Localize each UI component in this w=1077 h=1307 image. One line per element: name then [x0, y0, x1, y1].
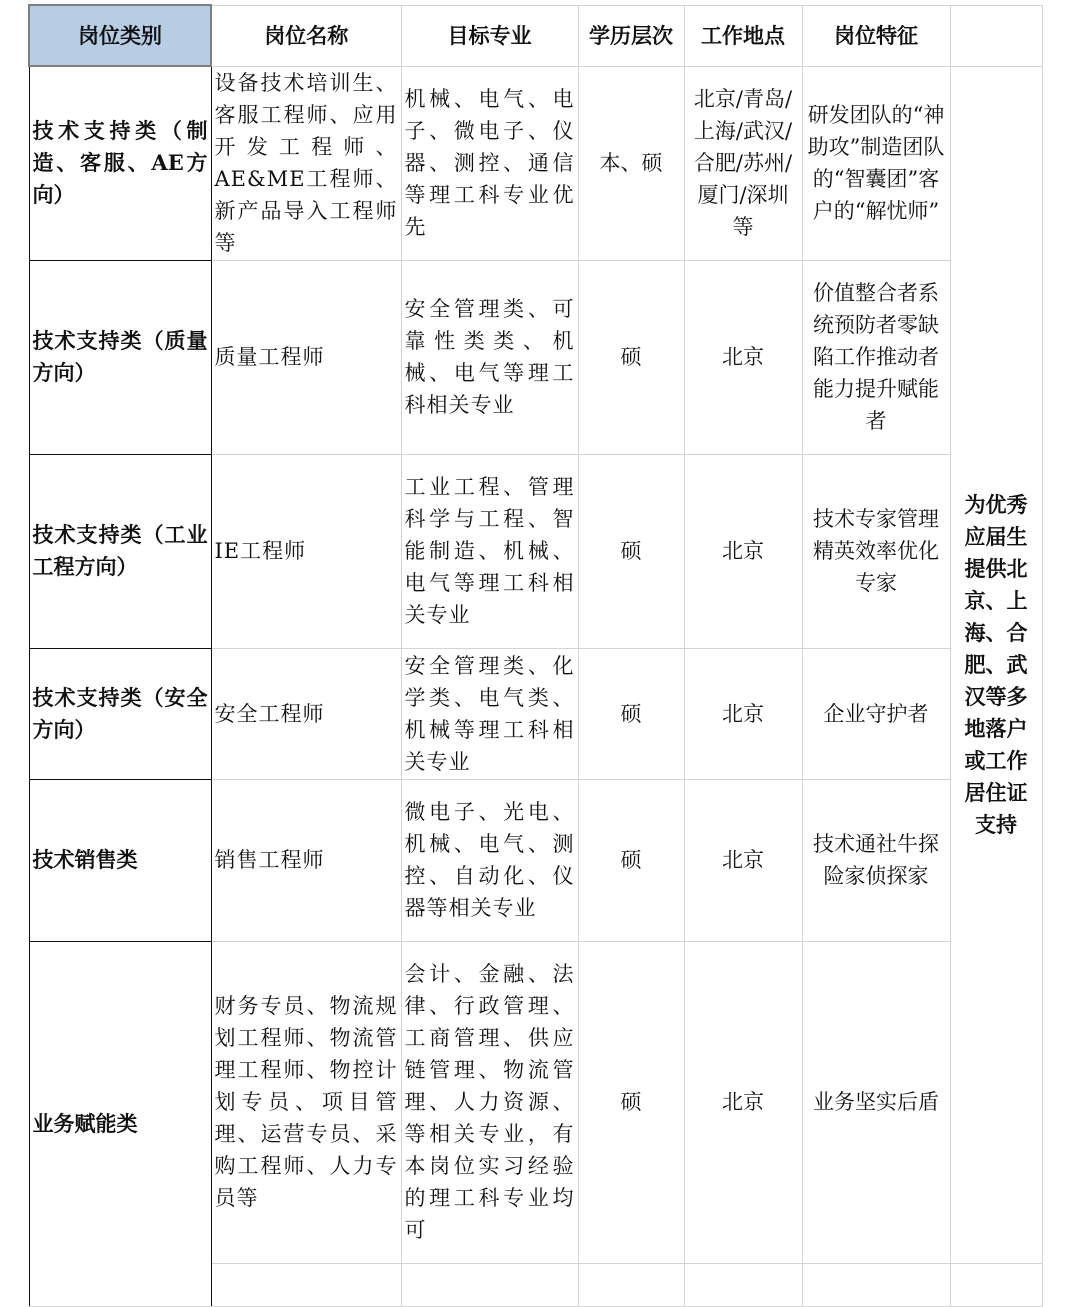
row-degree: 硕: [578, 454, 684, 648]
row-location: 北京: [684, 648, 802, 779]
empty-cell: [802, 1263, 950, 1306]
row-position: 设备技术培训生、客服工程师、应用开发工程师、AE&ME工程师、新产品导入工程师等: [211, 66, 401, 260]
row-majors: 会计、金融、法律、行政管理、工商管理、供应链管理、物流管理、人力资源、等相关专业，有本岗位实习经验的理工科专业均可: [401, 941, 578, 1263]
header-extra: [950, 5, 1042, 66]
header-position: 岗位名称: [211, 5, 401, 66]
row-majors: 安全管理类、化学类、电气类、机械等理工科相关专业: [401, 648, 578, 779]
row-category: 技术支持类（工业工程方向）: [29, 454, 211, 648]
row-location: 北京: [684, 260, 802, 454]
row-position: 销售工程师: [211, 779, 401, 941]
empty-cell: [401, 1263, 578, 1306]
side-note: 为优秀应届生提供北京、上海、合肥、武汉等多地落户或工作居住证支持: [950, 66, 1042, 1263]
row-traits: 价值整合者系统预防者零缺陷工作推动者能力提升赋能者: [802, 260, 950, 454]
row-traits: 技术通社牛探险家侦探家: [802, 779, 950, 941]
empty-cell: [578, 1263, 684, 1306]
job-table: [28, 4, 1043, 1307]
table-row: [29, 941, 1042, 1263]
row-position: IE工程师: [211, 454, 401, 648]
row-traits: 企业守护者: [802, 648, 950, 779]
row-degree: 硕: [578, 941, 684, 1263]
row-majors: 机械、电气、电子、微电子、仪器、测控、通信等理工科专业优先: [401, 66, 578, 260]
table-row: [29, 454, 1042, 648]
row-traits: 技术专家管理精英效率优化专家: [802, 454, 950, 648]
empty-cell: [950, 1263, 1042, 1306]
row-degree: 硕: [578, 648, 684, 779]
header-majors: 目标专业: [401, 5, 578, 66]
row-position: 安全工程师: [211, 648, 401, 779]
row-majors: 微电子、光电、机械、电气、测控、自动化、仪器等相关专业: [401, 779, 578, 941]
row-category: 技术支持类（制造、客服、AE方向）: [29, 66, 211, 260]
header-degree: 学历层次: [578, 5, 684, 66]
row-location: 北京: [684, 454, 802, 648]
table-row: [29, 779, 1042, 941]
row-category: 技术支持类（安全方向）: [29, 648, 211, 779]
header-traits: 岗位特征: [802, 5, 950, 66]
row-category: 技术销售类: [29, 779, 211, 941]
row-category: 技术支持类（质量方向）: [29, 260, 211, 454]
row-category: 业务赋能类: [29, 941, 211, 1306]
row-degree: 硕: [578, 779, 684, 941]
row-location: 北京: [684, 779, 802, 941]
row-traits: 研发团队的“神助攻”制造团队的“智囊团”客户的“解忧师”: [802, 66, 950, 260]
row-position: 财务专员、物流规划工程师、物流管理工程师、物控计划专员、项目管理、运营专员、采购工程师、人力专员等: [211, 941, 401, 1263]
header-category: 岗位类别: [29, 5, 211, 66]
row-degree: 硕: [578, 260, 684, 454]
row-location: 北京/青岛/上海/武汉/合肥/苏州/厦门/深圳等: [684, 66, 802, 260]
row-majors: 安全管理类、可靠性类类、机械、电气等理工科相关专业: [401, 260, 578, 454]
row-location: 北京: [684, 941, 802, 1263]
row-traits: 业务坚实后盾: [802, 941, 950, 1263]
table-row: [29, 260, 1042, 454]
row-majors: 工业工程、管理科学与工程、智能制造、机械、电气等理工科相关专业: [401, 454, 578, 648]
table-row: [29, 648, 1042, 779]
row-position: 质量工程师: [211, 260, 401, 454]
header-row: [29, 5, 1042, 66]
row-degree: 本、硕: [578, 66, 684, 260]
empty-cell: [211, 1263, 401, 1306]
empty-cell: [684, 1263, 802, 1306]
header-location: 工作地点: [684, 5, 802, 66]
table-row: [29, 66, 1042, 260]
